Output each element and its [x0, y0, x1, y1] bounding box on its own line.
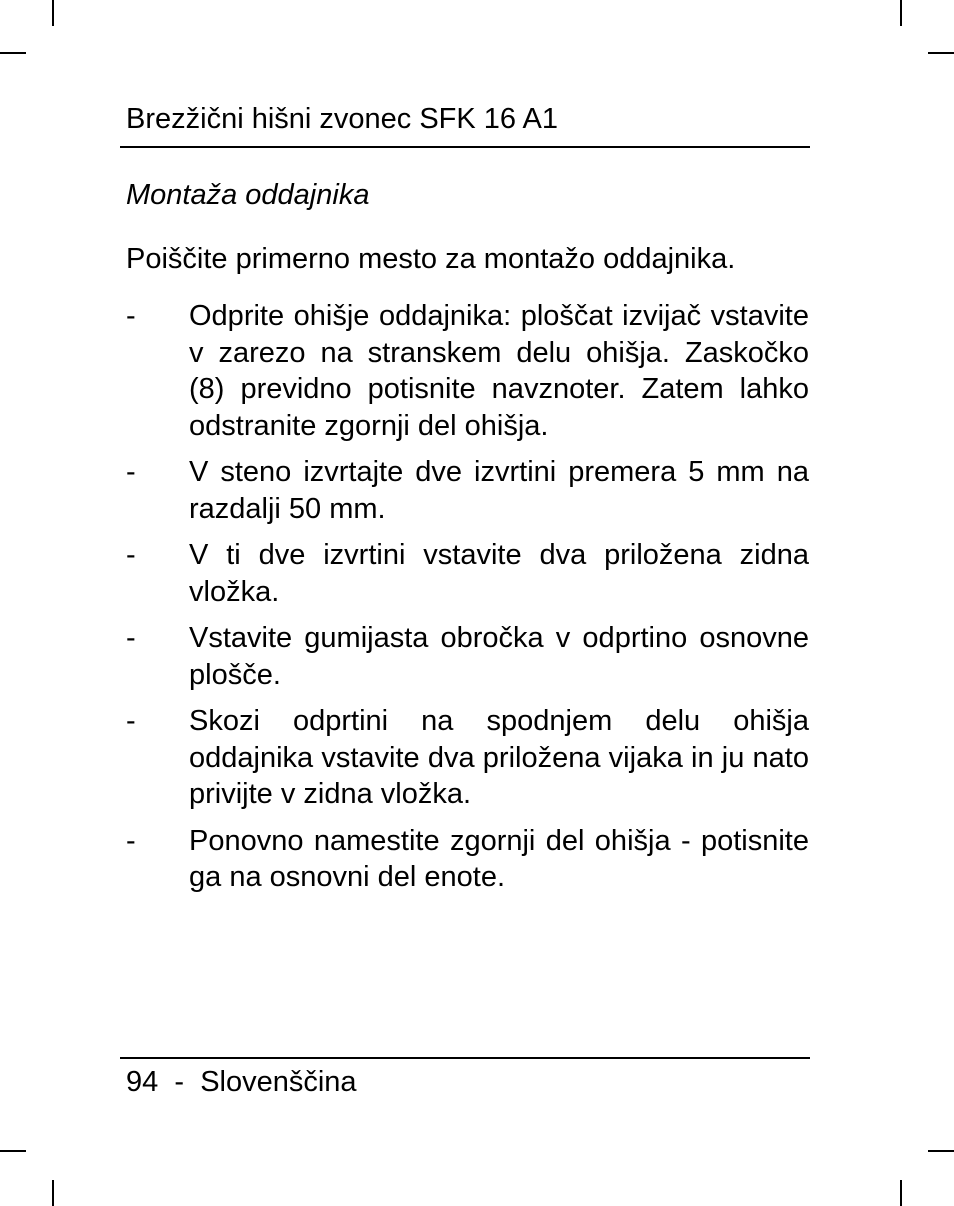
list-item-text: Vstavite gumijasta obročka v odprtino osnovne plošče.: [189, 622, 809, 691]
list-item: [126, 298, 809, 444]
list-item-text: V ti dve izvrtini vstavite dva priložena zidna vložka.: [189, 539, 809, 608]
section-title: Montaža oddajnika: [126, 179, 370, 211]
crop-mark: [928, 52, 954, 54]
footer-language: Slovenščina: [200, 1066, 357, 1098]
list-bullet: -: [126, 824, 136, 857]
crop-mark: [928, 1150, 954, 1152]
crop-mark: [52, 1180, 54, 1206]
intro-paragraph: Poiščite primerno mesto za montažo oddajnika.: [126, 243, 736, 275]
list-item-text: V steno izvrtajte dve izvrtini premera 5 mm na razdalji 50 mm.: [189, 456, 809, 525]
list-item: [126, 537, 809, 610]
page-number: 94: [126, 1066, 159, 1098]
list-bullet: -: [126, 456, 136, 488]
list-item: [126, 454, 809, 527]
list-item-text: Odprite ohišje oddajnika: ploščat izvijač vstavite v zarezo na stranskem delu ohišja. Zaskočko (8) previdno potisnite navznoter. Zatem lahko odstranite zgornji del ohišja.: [189, 300, 809, 442]
crop-mark: [0, 1150, 26, 1152]
crop-mark: [52, 0, 54, 26]
footer-divider: [120, 1057, 810, 1059]
list-bullet: -: [126, 539, 136, 571]
list-bullet: -: [126, 705, 136, 737]
list-item-text: Skozi odprtini na spodnjem delu ohišja oddajnika vstavite dva priložena vijaka in ju nato privijte v zidna vložka.: [189, 705, 809, 810]
list-item: [126, 620, 809, 693]
crop-mark: [900, 0, 902, 26]
page-content: [126, 176, 809, 906]
header-divider: [120, 146, 810, 148]
crop-mark: [900, 1180, 902, 1206]
page-footer: [126, 1062, 357, 1102]
list-item: [126, 703, 809, 813]
list-item-text: Ponovno namestite zgornji del ohišja - potisnite ga na osnovni del enote.: [189, 824, 809, 893]
page-header: Brezžični hišni zvonec SFK 16 A1: [126, 103, 558, 135]
footer-separator: -: [174, 1066, 185, 1098]
list-item: [126, 823, 809, 896]
crop-mark: [0, 52, 26, 54]
list-bullet: -: [126, 622, 136, 654]
list-bullet: -: [126, 300, 136, 332]
instruction-list: [126, 298, 809, 896]
